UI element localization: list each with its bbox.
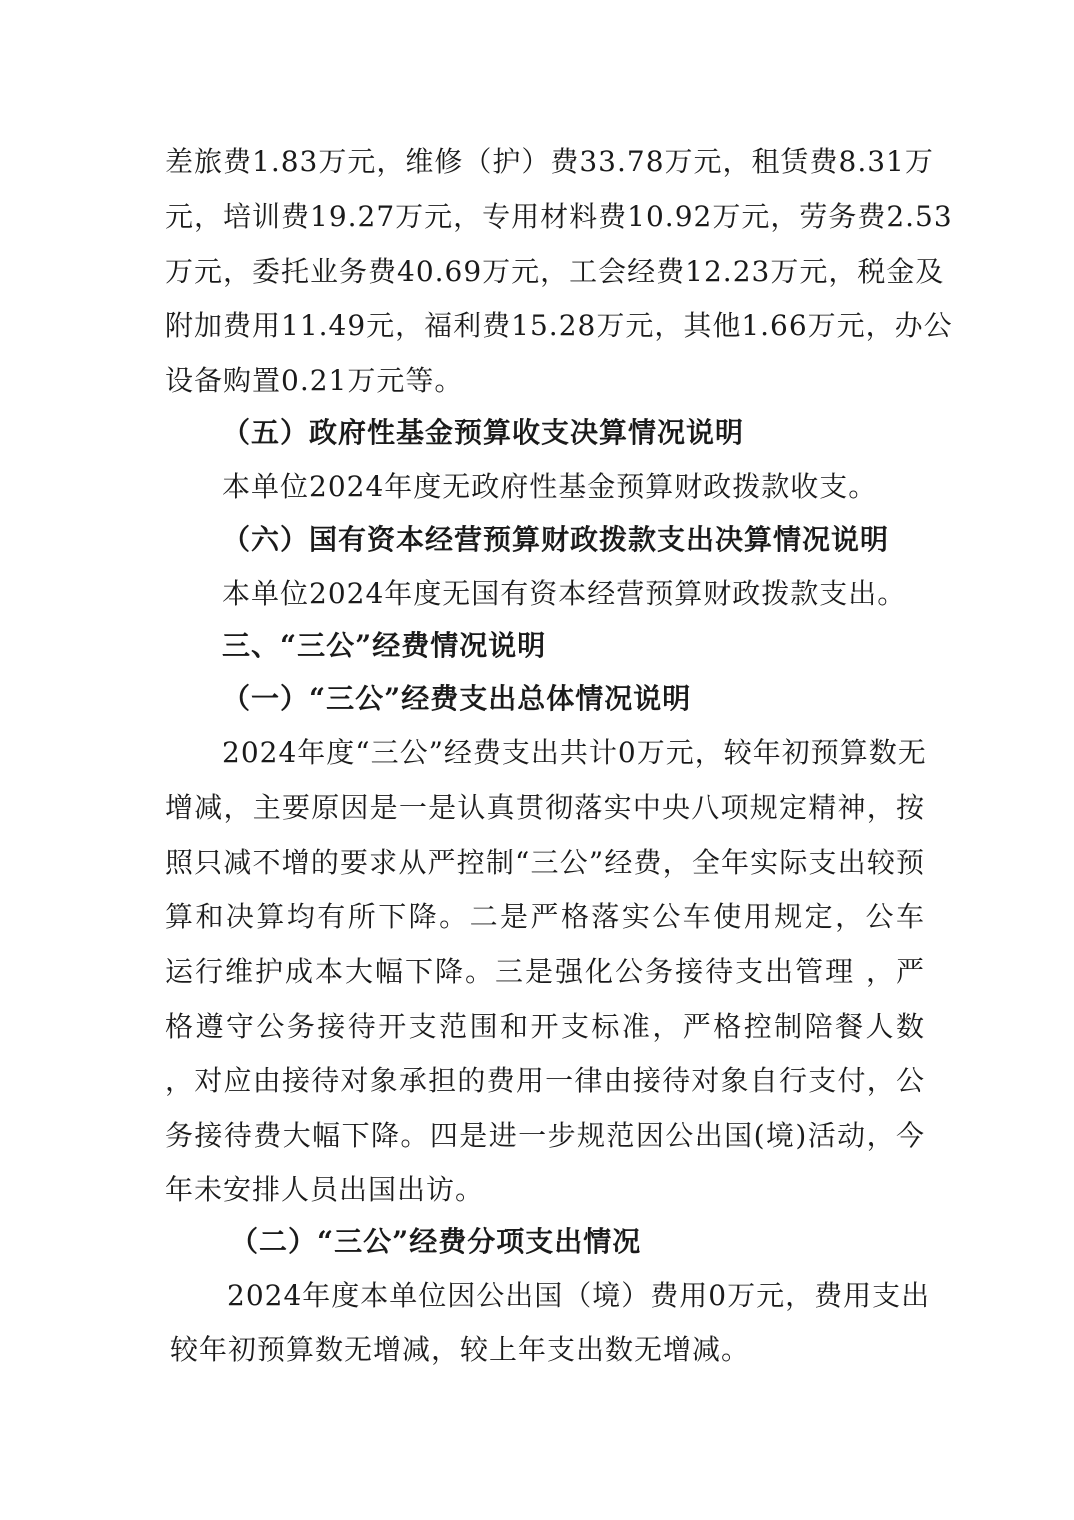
section-heading-1: （一）“三公”经费支出总体情况说明 [222, 682, 692, 715]
paragraph-line: 本单位2024年度无政府性基金预算财政拨款收支。 [222, 470, 878, 503]
paragraph-line: 算和决算均有所下降。二是严格落实公车使用规定，公车 [165, 900, 925, 933]
paragraph-line: 增减，主要原因是一是认真贯彻落实中央八项规定精神，按 [165, 791, 925, 824]
paragraph-line: 附加费用11.49元，福利费15.28万元，其他1.66万元，办公 [165, 309, 953, 342]
section-heading-6: （六）国有资本经营预算财政拨款支出决算情况说明 [222, 523, 890, 556]
chapter-heading-3: 三、“三公”经费情况说明 [222, 629, 547, 662]
section-heading-5: （五）政府性基金预算收支决算情况说明 [222, 416, 745, 449]
paragraph-line: 2024年度本单位因公出国（境）费用0万元，费用支出 [227, 1279, 931, 1312]
paragraph-line: 2024年度“三公”经费支出共计0万元，较年初预算数无 [222, 736, 927, 769]
paragraph-line: 务接待费大幅下降。四是进一步规范因公出国(境)活动，今 [165, 1119, 925, 1152]
paragraph-line: 本单位2024年度无国有资本经营预算财政拨款支出。 [222, 577, 907, 610]
section-heading-2: （二）“三公”经费分项支出情况 [230, 1225, 642, 1258]
paragraph-line: 万元，委托业务费40.69万元，工会经费12.23万元，税金及 [165, 255, 945, 288]
paragraph-line: 元，培训费19.27万元，专用材料费10.92万元，劳务费2.53 [165, 200, 953, 233]
paragraph-line: 年未安排人员出国出访。 [165, 1173, 485, 1206]
paragraph-line: 运行维护成本大幅下降。三是强化公务接待支出管理 ，严 [165, 955, 925, 988]
paragraph-line: 较年初预算数无增减，较上年支出数无增减。 [170, 1333, 751, 1366]
paragraph-line: 格遵守公务接待开支范围和开支标准，严格控制陪餐人数 [165, 1010, 925, 1043]
paragraph-line: ，对应由接待对象承担的费用一律由接待对象自行支付，公 [165, 1064, 925, 1097]
paragraph-line: 照只减不增的要求从严控制“三公”经费，全年实际支出较预 [165, 846, 925, 879]
paragraph-line: 设备购置0.21万元等。 [165, 364, 464, 397]
paragraph-line: 差旅费1.83万元，维修（护）费33.78万元，租赁费8.31万 [165, 145, 934, 178]
